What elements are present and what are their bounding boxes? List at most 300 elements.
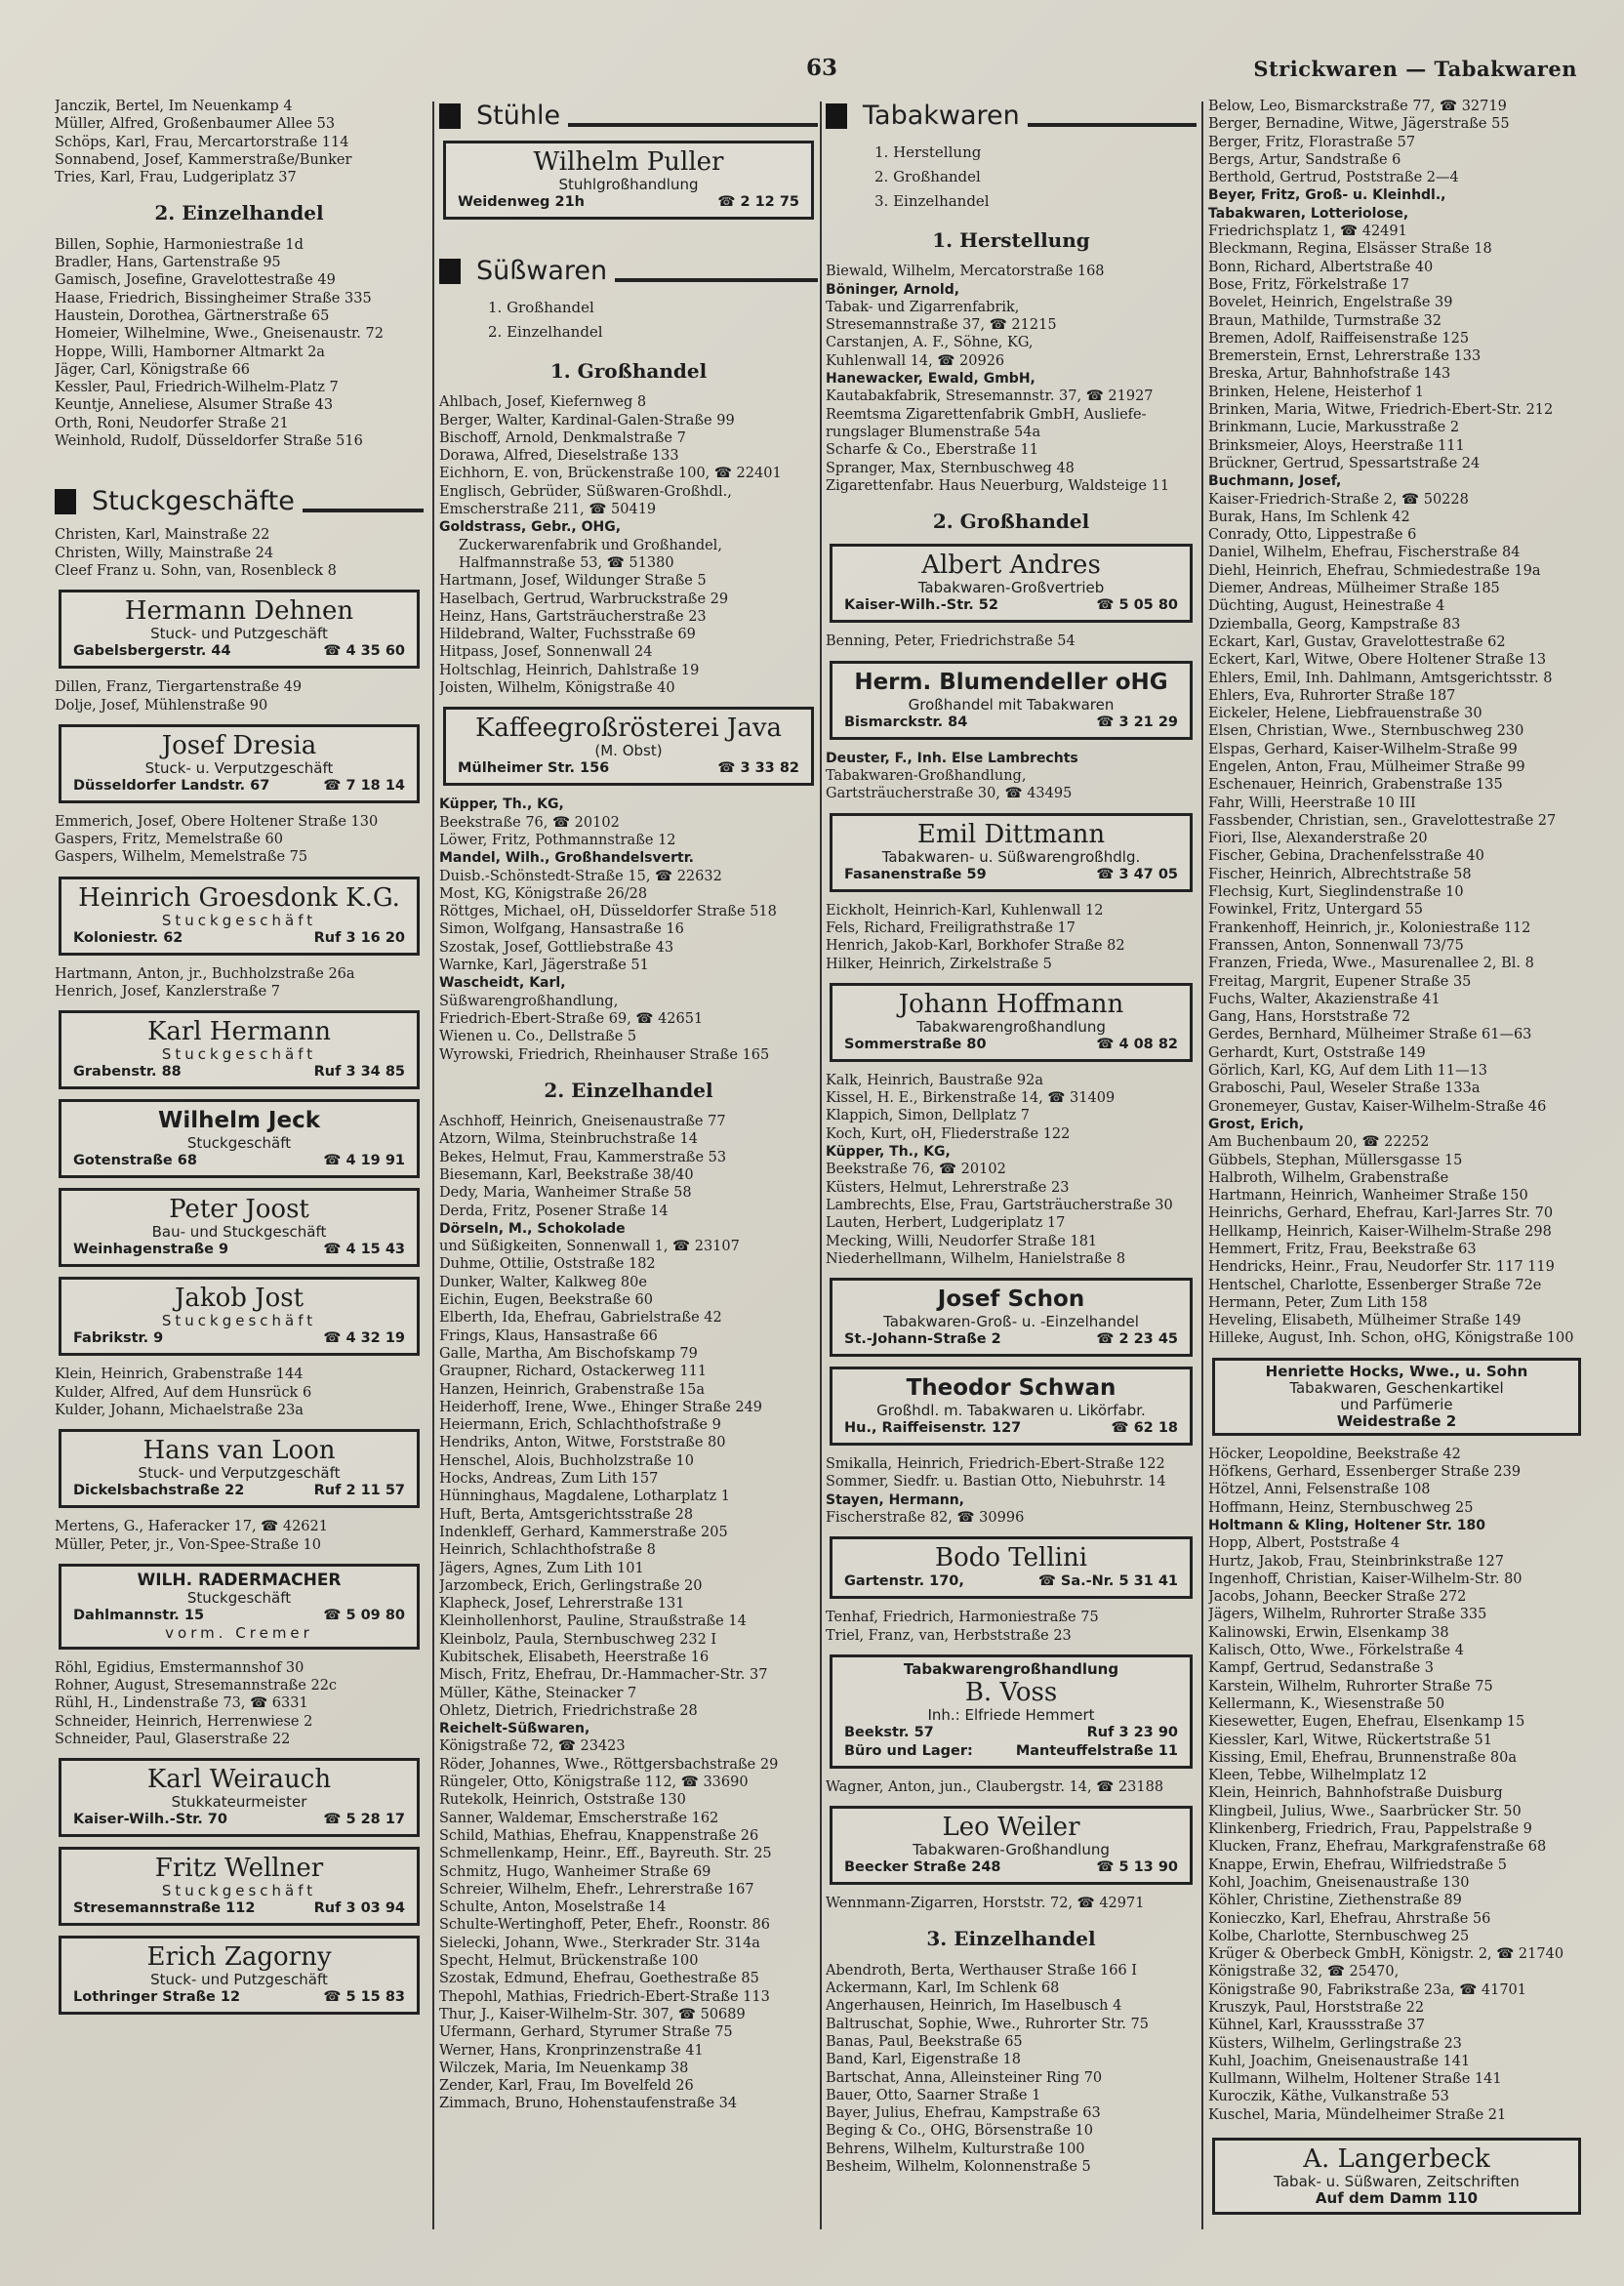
directory-entry: Emscherstraße 211, ☎ 50419: [439, 502, 657, 518]
ad-phone: ☎ 3 21 29: [1096, 714, 1178, 730]
directory-entry: Zuckerwarenfabrik und Großhandel,: [459, 537, 722, 553]
directory-entry: Klapheck, Josef, Lehrerstraße 131: [439, 1596, 685, 1612]
directory-entry: Kalinowski, Erwin, Elsenkamp 38: [1208, 1624, 1449, 1641]
directory-entry: Szostak, Edmund, Ehefrau, Goethestraße 85: [439, 1971, 759, 1987]
ad-phone: Ruf 3 34 85: [313, 1064, 405, 1081]
ad-address: Düsseldorfer Landstr. 67: [73, 777, 270, 794]
directory-entry: Cleef Franz u. Sohn, van, Rosenbleck 8: [55, 562, 337, 579]
directory-entry: Ehlers, Eva, Ruhrorter Straße 187: [1208, 687, 1456, 704]
directory-entry: Konieczko, Karl, Ehefrau, Ahrstraße 56: [1208, 1910, 1491, 1927]
ad-tagline: Tabakwaren-Großvertrieb: [917, 579, 1105, 597]
directory-entry: Kautabakfabrik, Stresemannstr. 37, ☎ 21927: [826, 388, 1154, 405]
directory-entry: Wyrowski, Friedrich, Rheinhauser Straße 165: [439, 1046, 770, 1063]
directory-entry: Kolbe, Charlotte, Sternbuschweg 25: [1208, 1928, 1470, 1944]
directory-entry: Ingenhoff, Christian, Kaiser-Wilhelm-Str. 80: [1208, 1571, 1522, 1587]
directory-entry: Emmerich, Josef, Obere Holtener Straße 130: [55, 813, 379, 830]
ad-phone: ☎ 4 35 60: [323, 643, 405, 660]
directory-entry: Bremerstein, Ernst, Lehrerstraße 133: [1208, 348, 1482, 365]
directory-entry: Brückner, Gertrud, Spessartstraße 24: [1208, 455, 1481, 471]
directory-entry: Sielecki, Johann, Wwe., Sterkrader Str. 314a: [439, 1935, 760, 1951]
directory-entry: Sommer, Siedfr. u. Bastian Otto, Niebuhrstr. 14: [826, 1474, 1166, 1490]
ad-name: Erich Zagorny: [146, 1942, 332, 1973]
advertisement-box: [59, 590, 420, 669]
directory-entry: Ahlbach, Josef, Kiefernweg 8: [439, 394, 647, 411]
ad-phone: ☎ 3 33 82: [717, 760, 799, 777]
ad-name: Josef Dresia: [161, 730, 317, 760]
directory-entry: Klappich, Simon, Dellplatz 7: [826, 1108, 1030, 1124]
ad-address: Gartenstr. 170,: [844, 1573, 964, 1590]
entry-list: [1208, 186, 1585, 223]
entry-list: [1208, 1116, 1585, 1133]
directory-entry: Zender, Karl, Frau, Im Bovelfeld 26: [439, 2078, 694, 2095]
directory-entry: Gartsträucherstraße 30, ☎ 43495: [826, 786, 1073, 802]
directory-entry: Hoffmann, Heinz, Sternbuschweg 25: [1208, 1499, 1474, 1516]
directory-entry: Lambrechts, Else, Frau, Gartsträucherstraße 30: [826, 1197, 1173, 1213]
ad-name: Wilhelm Jeck: [157, 1108, 321, 1134]
directory-entry: Rühl, H., Lindenstraße 73, ☎ 6331: [55, 1695, 308, 1712]
directory-entry: Hendriks, Anton, Witwe, Forststraße 80: [439, 1435, 726, 1451]
entry-list: [439, 518, 818, 536]
entry-list: [439, 1220, 818, 1238]
advertisement-box: [443, 707, 814, 786]
advertisement-box: [830, 1806, 1193, 1885]
directory-entry: Stresemannstraße 37, ☎ 21215: [826, 317, 1057, 334]
directory-entry: Sonnabend, Josef, Kammerstraße/Bunker: [55, 151, 352, 168]
directory-entry: Kruszyk, Paul, Horststraße 22: [1208, 1999, 1425, 2016]
entry-list: [439, 537, 818, 573]
entry-list: [55, 813, 424, 867]
directory-entry: Angerhausen, Heinrich, Im Haselbusch 4: [826, 1998, 1122, 2015]
directory-entry: Englisch, Gebrüder, Süßwaren-Großhdl.,: [439, 483, 732, 500]
directory-entry: Heveling, Elisabeth, Mülheimer Straße 149: [1208, 1313, 1522, 1329]
directory-entry: Königstraße 90, Fabrikstraße 23a, ☎ 41701: [1208, 1981, 1527, 1998]
directory-entry: Müller, Peter, jr., Von-Spee-Straße 10: [55, 1536, 321, 1553]
directory-entry: Christen, Willy, Mainstraße 24: [55, 545, 274, 561]
directory-entry: Mandel, Wilh., Großhandelsvertr.: [439, 850, 694, 867]
ad-name: Henriette Hocks, Wwe., u. Sohn: [1265, 1362, 1528, 1380]
entry-list: [826, 370, 1197, 388]
directory-entry: Königstraße 32, ☎ 25470,: [1208, 1964, 1400, 1980]
directory-entry: Halbroth, Wilhelm, Grabenstraße: [1208, 1169, 1449, 1186]
directory-entry: Schmitz, Hugo, Wanheimer Straße 69: [439, 1863, 711, 1880]
advertisement-box: [59, 1936, 420, 2015]
directory-entry: Schöps, Karl, Frau, Mercartorstraße 114: [55, 134, 349, 150]
entry-list: [826, 388, 1197, 495]
entry-list: [55, 526, 424, 580]
ad-name: Peter Joost: [169, 1195, 309, 1225]
directory-entry: Kaiser-Friedrich-Straße 2, ☎ 50228: [1208, 491, 1469, 508]
advertisement-hocks: [1212, 1358, 1581, 1436]
entry-list: [826, 1143, 1197, 1161]
directory-entry: Kleinbolz, Paula, Sternbuschweg 232 I: [439, 1631, 717, 1648]
directory-entry: Böninger, Arnold,: [826, 281, 960, 298]
directory-entry: Spranger, Max, Sternbuschweg 48: [826, 460, 1075, 476]
entry-list: [55, 965, 424, 1001]
ad-phone: ☎ 5 15 83: [323, 1989, 405, 2006]
directory-entry: Hilleke, August, Inh. Schon, oHG, Königstraße 100: [1208, 1330, 1574, 1347]
entry-list: [826, 1491, 1197, 1509]
directory-entry: Fischer, Gebina, Drachenfelsstraße 40: [1208, 848, 1484, 865]
ad-name: Wilhelm Puller: [533, 147, 724, 177]
directory-entry: Schneider, Heinrich, Herrenwiese 2: [55, 1713, 313, 1730]
directory-entry: Friedrichsplatz 1, ☎ 42491: [1208, 224, 1407, 240]
directory-entry: Duhme, Ottilie, Oststraße 182: [439, 1256, 656, 1273]
directory-entry: Rohner, August, Stresemannstraße 22c: [55, 1678, 338, 1694]
directory-entry: Eichhorn, E. von, Brückenstraße 100, ☎ 22401: [439, 466, 782, 482]
ad-name: A. Langerbeck: [1303, 2144, 1490, 2175]
directory-entry: Jacobs, Johann, Beecker Straße 272: [1208, 1589, 1467, 1606]
directory-entry: Gerhardt, Kurt, Oststraße 149: [1208, 1044, 1426, 1061]
directory-entry: Holtmann & Kling, Holtener Str. 180: [1208, 1517, 1486, 1533]
directory-entry: Am Buchenbaum 20, ☎ 22252: [1208, 1134, 1430, 1151]
ad-name: Hans van Loon: [142, 1436, 336, 1466]
ad-address: Bismarckstr. 84: [844, 714, 968, 730]
entry-list: [439, 868, 818, 975]
entry-list: [826, 1962, 1197, 2177]
section-title: Stühle: [476, 100, 561, 131]
directory-entry: Höfkens, Gerhard, Essenberger Straße 239: [1208, 1464, 1522, 1481]
directory-entry: Bremen, Adolf, Raiffeisenstraße 125: [1208, 330, 1470, 347]
directory-entry: Wagner, Anton, jun., Claubergstr. 14, ☎ 23188: [826, 1778, 1164, 1795]
directory-entry: Kulder, Alfred, Auf dem Hunsrück 6: [55, 1384, 312, 1401]
directory-entry: Besheim, Wilhelm, Kolonnenstraße 5: [826, 2159, 1091, 2176]
directory-entry: und Süßigkeiten, Sonnenwall 1, ☎ 23107: [439, 1239, 740, 1255]
directory-entry: Smikalla, Heinrich, Friedrich-Ebert-Straße 122: [826, 1456, 1165, 1473]
ad-phone: Ruf 3 03 94: [313, 1900, 405, 1917]
entry-list: [55, 1366, 424, 1419]
advertisement-box: [59, 1847, 420, 1926]
ad-address: Dickelsbachstraße 22: [73, 1483, 245, 1499]
ad-address: Weidenweg 21h: [458, 194, 585, 210]
directory-entry: Hartmann, Anton, jr., Buchholzstraße 26a: [55, 965, 355, 982]
directory-entry: Freitag, Margrit, Eupener Straße 35: [1208, 973, 1472, 990]
directory-entry: Indenkleff, Gerhard, Kammerstraße 205: [439, 1524, 728, 1540]
directory-entry: Schulte-Wertinghoff, Peter, Ehefr., Roonstr. 86: [439, 1917, 770, 1934]
ad-tagline: Stuck- und Verputzgeschäft: [138, 1464, 341, 1483]
ad-phone: ☎ 2 12 75: [717, 194, 799, 210]
directory-entry: Huft, Berta, Amtsgerichtsstraße 28: [439, 1506, 694, 1523]
subsection-heading: 2. Einzelhandel: [544, 1078, 713, 1102]
section-contents: [826, 141, 1197, 214]
ad-phone: ☎ 4 19 91: [323, 1153, 405, 1169]
section-contents: [439, 296, 818, 345]
section-header: [55, 486, 424, 517]
directory-entry: Graboschi, Paul, Weseler Straße 133a: [1208, 1081, 1481, 1097]
ad-address: Fasanenstraße 59: [844, 866, 987, 882]
entry-list: [826, 281, 1197, 299]
ad-phone: ☎ 4 15 43: [323, 1242, 405, 1258]
directory-entry: Röhl, Egidius, Emstermannshof 30: [55, 1659, 304, 1676]
directory-entry: Derda, Fritz, Posener Straße 14: [439, 1203, 669, 1219]
directory-entry: Behrens, Wilhelm, Kulturstraße 100: [826, 2141, 1085, 2157]
ad-tagline: Tabakwaren-Großhandlung: [913, 1841, 1110, 1859]
advertisement-box: [830, 813, 1193, 892]
entry-list: [439, 1238, 818, 1720]
directory-entry: Orth, Roni, Neudorfer Straße 21: [55, 415, 289, 431]
directory-entry: Hellkamp, Heinrich, Kaiser-Wilhelm-Straße 298: [1208, 1223, 1552, 1240]
contents-item: 2. Großhandel: [874, 168, 981, 185]
directory-entry: Triel, Franz, van, Herbststraße 23: [826, 1627, 1072, 1644]
subsection-heading: 2. Einzelhandel: [154, 201, 324, 225]
directory-entry: Fuchs, Walter, Akazienstraße 41: [1208, 991, 1441, 1007]
contents-item: 2. Einzelhandel: [488, 323, 603, 341]
directory-entry: Dorawa, Alfred, Dieselstraße 133: [439, 448, 679, 465]
ad-tagline: Stuck- und Putzgeschäft: [150, 1971, 328, 1989]
directory-entry: Königstraße 72, ☎ 23423: [439, 1738, 626, 1755]
entry-list: [1208, 98, 1585, 186]
directory-entry: Kleinhollenhorst, Pauline, Straußstraße 14: [439, 1613, 747, 1630]
directory-entry: Kohl, Joachim, Gneisenaustraße 130: [1208, 1874, 1470, 1891]
directory-entry: Ehlers, Emil, Inh. Dahlmann, Amtsgerichtsstr. 8: [1208, 670, 1553, 686]
entry-list: [826, 1895, 1197, 1912]
advertisement-box: [59, 1277, 420, 1356]
section-square-icon: [55, 489, 76, 514]
directory-entry: Werner, Hans, Kronprinzenstraße 41: [439, 2042, 704, 2059]
advertisement-box: [830, 661, 1193, 740]
directory-entry: Keuntje, Anneliese, Alsumer Straße 43: [55, 397, 334, 414]
directory-entry: Fels, Richard, Freiligrathstraße 17: [826, 919, 1076, 936]
directory-entry: Jägers, Agnes, Zum Lith 101: [439, 1560, 644, 1576]
directory-entry: Kuhl, Joachim, Gneisenaustraße 141: [1208, 2053, 1471, 2069]
column-divider: [432, 102, 434, 2229]
ad-address: Hu., Raiffeisenstr. 127: [844, 1420, 1022, 1437]
directory-entry: Kiesewetter, Eugen, Ehefrau, Elsenkamp 15: [1208, 1714, 1525, 1731]
directory-entry: Hitpass, Josef, Sonnenwall 24: [439, 644, 653, 661]
directory-entry: Billen, Sophie, Harmoniestraße 1d: [55, 236, 304, 253]
ad-address: Stresemannstraße 112: [73, 1900, 256, 1917]
directory-entry: Röder, Johannes, Wwe., Röttgersbachstraße 29: [439, 1756, 779, 1773]
directory-entry: Joisten, Wilhelm, Königstraße 40: [439, 680, 675, 697]
ad-name: Karl Weirauch: [146, 1765, 332, 1795]
advertisement-box: [59, 1758, 420, 1837]
advertisement-box: [443, 141, 814, 220]
ad-tagline: Stuck- und Putzgeschäft: [150, 625, 328, 643]
directory-entry: Höcker, Leopoldine, Beekstraße 42: [1208, 1446, 1461, 1462]
ad-owner: Inh.: Elfriede Hemmert: [927, 1705, 1095, 1724]
directory-entry: Knappe, Erwin, Ehefrau, Wilfriedstraße 5: [1208, 1857, 1507, 1873]
directory-entry: Müller, Käthe, Steinacker 7: [439, 1685, 637, 1701]
directory-entry: Gang, Hans, Horststraße 72: [1208, 1009, 1411, 1026]
directory-entry: Thur, J., Kaiser-Wilhelm-Str. 307, ☎ 50689: [439, 2006, 746, 2022]
entry-list: [826, 1609, 1197, 1645]
directory-entry: Kalk, Heinrich, Baustraße 92a: [826, 1072, 1044, 1088]
directory-entry: Biewald, Wilhelm, Mercatorstraße 168: [826, 264, 1105, 280]
ad-name: Herm. Blumendeller oHG: [854, 669, 1168, 695]
directory-entry: Diehl, Heinrich, Ehefrau, Schmiedestraße 19a: [1208, 562, 1541, 579]
entry-list: [439, 1737, 818, 2112]
directory-entry: Warnke, Karl, Jägerstraße 51: [439, 958, 649, 974]
directory-entry: Gerdes, Bernhard, Mülheimer Straße 61—63: [1208, 1027, 1532, 1043]
contents-item: 1. Großhandel: [488, 299, 594, 316]
directory-entry: Kiessler, Karl, Witwe, Rückertstraße 51: [1208, 1732, 1492, 1748]
ad-address: Beecker Straße 248: [844, 1859, 1001, 1876]
directory-entry: Henrich, Josef, Kanzlerstraße 7: [55, 984, 280, 1000]
ad-title: Tabakwarengroßhandlung: [903, 1659, 1119, 1678]
entry-list: [55, 1518, 424, 1554]
ad-tagline: Tabakwaren-Groß- u. -Einzelhandel: [883, 1313, 1139, 1331]
directory-entry: Szostak, Josef, Gottliebstraße 43: [439, 939, 674, 956]
ad-tagline: Bau- und Stuckgeschäft: [151, 1223, 327, 1242]
directory-entry: Brinken, Maria, Witwe, Friedrich-Ebert-Str. 212: [1208, 402, 1554, 419]
ad-name: Fritz Wellner: [154, 1854, 324, 1884]
directory-entry: Gaspers, Wilhelm, Memelstraße 75: [55, 849, 308, 866]
ad-tagline: Tabak- u. Süßwaren, Zeitschriften: [1274, 2173, 1520, 2191]
ad-tagline: Großhandel mit Tabakwaren: [908, 695, 1115, 714]
directory-entry: Bauer, Otto, Saarner Straße 1: [826, 2087, 1041, 2103]
ad-address: Lothringer Straße 12: [73, 1989, 241, 2006]
directory-entry: Hanewacker, Ewald, GmbH,: [826, 371, 1035, 388]
ad-tagline: Stuck- u. Verputzgeschäft: [144, 758, 334, 777]
entry-list: [826, 1455, 1197, 1491]
directory-entry: Fowinkel, Fritz, Untergard 55: [1208, 902, 1424, 918]
ad-tagline: Stuhlgroßhandlung: [558, 176, 699, 193]
directory-entry: Kessler, Paul, Friedrich-Wilhelm-Platz 7: [55, 380, 339, 396]
ad-phone: ☎ 5 28 17: [323, 1812, 405, 1828]
directory-entry: Below, Leo, Bismarckstraße 77, ☎ 32719: [1208, 99, 1507, 114]
directory-entry: Kulder, Johann, Michaelstraße 23a: [55, 1402, 304, 1418]
advertisement-langerbeck: [1212, 2138, 1581, 2215]
directory-entry: Klinkenberg, Friedrich, Frau, Pappelstraße 9: [1208, 1821, 1532, 1838]
directory-entry: Heinrichs, Gerhard, Ehefrau, Karl-Jarres Str. 70: [1208, 1205, 1554, 1222]
directory-entry: Misch, Fritz, Ehefrau, Dr.-Hammacher-Str. 37: [439, 1667, 768, 1684]
directory-entry: Jäger, Carl, Königstraße 66: [55, 361, 251, 378]
directory-entry: Hilker, Heinrich, Zirkelstraße 5: [826, 956, 1052, 972]
directory-entry: Hartmann, Heinrich, Wanheimer Straße 150: [1208, 1188, 1528, 1204]
ad-name: Hermann Dehnen: [124, 596, 354, 627]
directory-entry: Berthold, Gertrud, Poststraße 2—4: [1208, 170, 1459, 186]
advertisement-box: [830, 1367, 1193, 1446]
directory-entry: Hermann, Peter, Zum Lith 158: [1208, 1294, 1428, 1311]
ad-tagline: Stuckgeschäft: [161, 1312, 317, 1330]
directory-entry: Haselbach, Gertrud, Warbruckstraße 29: [439, 591, 729, 607]
directory-entry: Hünninghaus, Magdalene, Lotharplatz 1: [439, 1489, 730, 1505]
directory-entry: Beekstraße 76, ☎ 20102: [826, 1162, 1006, 1178]
ad-name: Theodor Schwan: [906, 1375, 1116, 1402]
directory-entry: Mecking, Willi, Neudorfer Straße 181: [826, 1233, 1098, 1249]
directory-entry: Daniel, Wilhelm, Ehefrau, Fischerstraße 84: [1208, 545, 1521, 561]
directory-entry: Elberth, Ida, Ehefrau, Gabrielstraße 42: [439, 1310, 722, 1327]
advertisement-voss: [830, 1654, 1193, 1769]
directory-entry: Kellermann, K., Wiesenstraße 50: [1208, 1695, 1445, 1712]
entry-list: [1208, 1534, 1585, 2124]
ad-address: Kaiser-Wilh.-Str. 70: [73, 1812, 227, 1828]
ad-tagline: Tabakwaren, Geschenkartikel: [1289, 1378, 1504, 1397]
directory-entry: Bekes, Helmut, Frau, Kammerstraße 53: [439, 1149, 727, 1165]
directory-entry: Dedy, Maria, Wanheimer Straße 58: [439, 1185, 692, 1202]
contents-item: 1. Herstellung: [874, 143, 982, 161]
directory-entry: Eckart, Karl, Gustav, Gravelottestraße 62: [1208, 633, 1506, 650]
section-title: Stuckgeschäfte: [92, 486, 295, 517]
ad-address-label: Büro und Lager:: [844, 1742, 973, 1759]
entry-list: [55, 678, 424, 714]
entry-list: [439, 974, 818, 992]
directory-entry: Most, KG, Königstraße 26/28: [439, 885, 648, 902]
directory-entry: Eckert, Karl, Witwe, Obere Holtener Straße 13: [1208, 652, 1547, 669]
directory-entry: Süßwarengroßhandlung,: [439, 993, 619, 1009]
ad-address: Sommerstraße 80: [844, 1036, 987, 1052]
ad-phone: Ruf 3 23 90: [1086, 1724, 1178, 1740]
directory-entry: Aschhoff, Heinrich, Gneisenaustraße 77: [439, 1114, 726, 1130]
ad-tagline: Stuckgeschäft: [161, 1882, 317, 1900]
directory-entry: Zigarettenfabr. Haus Neuerburg, Waldsteige 11: [826, 477, 1170, 494]
entry-list: [1208, 472, 1585, 490]
column-1: [55, 98, 424, 2024]
directory-entry: Henrich, Jakob-Karl, Borkhofer Straße 82: [826, 938, 1125, 955]
directory-entry: Hurtz, Jakob, Frau, Steinbrinkstraße 127: [1208, 1553, 1504, 1570]
subsection-heading: 3. Einzelhandel: [926, 1927, 1096, 1951]
directory-entry: Berger, Fritz, Florastraße 57: [1208, 134, 1416, 150]
subsection-heading: 1. Großhandel: [549, 359, 708, 383]
column-divider: [820, 102, 822, 2229]
ad-phone: ☎ 2 23 45: [1096, 1331, 1178, 1348]
directory-entry: Fischer, Heinrich, Albrechtstraße 58: [1208, 866, 1472, 882]
directory-entry: Dolje, Josef, Mühlenstraße 90: [55, 697, 268, 714]
section-square-icon: [439, 259, 461, 284]
directory-entry: Engelen, Anton, Frau, Mülheimer Straße 99: [1208, 758, 1525, 775]
ad-address: Gotenstraße 68: [73, 1153, 197, 1169]
entry-list: [826, 1161, 1197, 1268]
ad-name: Josef Schon: [937, 1286, 1085, 1313]
directory-entry: Hildebrand, Walter, Fuchsstraße 69: [439, 627, 696, 643]
directory-entry: Wienen u. Co., Dellstraße 5: [439, 1029, 637, 1045]
directory-entry: Tabak- und Zigarrenfabrik,: [826, 299, 1020, 315]
directory-entry: Braun, Mathilde, Turmstraße 32: [1208, 312, 1442, 329]
advertisement-box: [59, 1188, 420, 1267]
ad-tagline: Stuckgeschäft: [161, 911, 317, 929]
directory-entry: Schreier, Wilhelm, Ehefr., Lehrerstraße 167: [439, 1881, 754, 1898]
directory-entry: Fischerstraße 82, ☎ 30996: [826, 1509, 1025, 1526]
ad-address: Gabelsbergerstr. 44: [73, 643, 231, 660]
contents-item: 3. Einzelhandel: [874, 192, 990, 210]
directory-entry: Heinrich, Schlachthofstraße 8: [439, 1542, 656, 1559]
directory-entry: Gamisch, Josefine, Gravelottestraße 49: [55, 272, 336, 289]
entry-list: [826, 263, 1197, 280]
directory-entry: Eickholt, Heinrich-Karl, Kuhlenwall 12: [826, 902, 1104, 918]
directory-entry: Klein, Heinrich, Grabenstraße 144: [55, 1367, 304, 1383]
ad-name: Jakob Jost: [174, 1284, 304, 1314]
ad-name: Leo Weiler: [942, 1813, 1080, 1843]
directory-entry: Zimmach, Bruno, Hohenstaufenstraße 34: [439, 2096, 738, 2112]
directory-entry: Krüger & Oberbeck GmbH, Königstr. 2, ☎ 21740: [1208, 1946, 1564, 1963]
directory-entry: Christen, Karl, Mainstraße 22: [55, 527, 270, 544]
directory-entry: Ufermann, Gerhard, Styrumer Straße 75: [439, 2024, 733, 2041]
entry-list: [826, 633, 1197, 650]
directory-entry: Klucken, Franz, Ehefrau, Markgrafenstraße 68: [1208, 1839, 1547, 1856]
entry-list: [826, 299, 1197, 370]
entry-list: [439, 814, 818, 850]
entry-list: [1208, 1517, 1585, 1534]
ad-phone: Ruf 2 11 57: [313, 1483, 405, 1499]
ad-name: Heinrich Groesdonk K.G.: [78, 882, 400, 913]
ad-tagline: Stuckgeschäft: [186, 1588, 292, 1607]
directory-entry: Klein, Heinrich, Bahnhofstraße Duisburg: [1208, 1785, 1503, 1802]
directory-entry: Beekstraße 76, ☎ 20102: [439, 814, 620, 831]
directory-entry: Flechsig, Kurt, Sieglindenstraße 10: [1208, 884, 1464, 901]
entry-list: [826, 1072, 1197, 1143]
directory-entry: Hopp, Albert, Poststraße 4: [1208, 1535, 1401, 1552]
directory-entry: Wascheidt, Karl,: [439, 975, 566, 992]
directory-entry: Dziemballa, Georg, Kampstraße 83: [1208, 616, 1461, 633]
directory-entry: Thepohl, Mathias, Friedrich-Ebert-Straße 113: [439, 1988, 770, 2005]
directory-entry: Gaspers, Fritz, Memelstraße 60: [55, 832, 284, 848]
section-square-icon: [826, 103, 847, 129]
directory-entry: Grost, Erich,: [1208, 1116, 1305, 1132]
entry-list: [55, 1659, 424, 1748]
page-number: 63: [806, 55, 838, 81]
directory-entry: Abendroth, Berta, Werthauser Straße 166 I: [826, 1962, 1138, 1979]
ad-phone: ☎ 5 09 80: [323, 1607, 405, 1623]
directory-entry: Koch, Kurt, oH, Fliederstraße 122: [826, 1125, 1071, 1142]
